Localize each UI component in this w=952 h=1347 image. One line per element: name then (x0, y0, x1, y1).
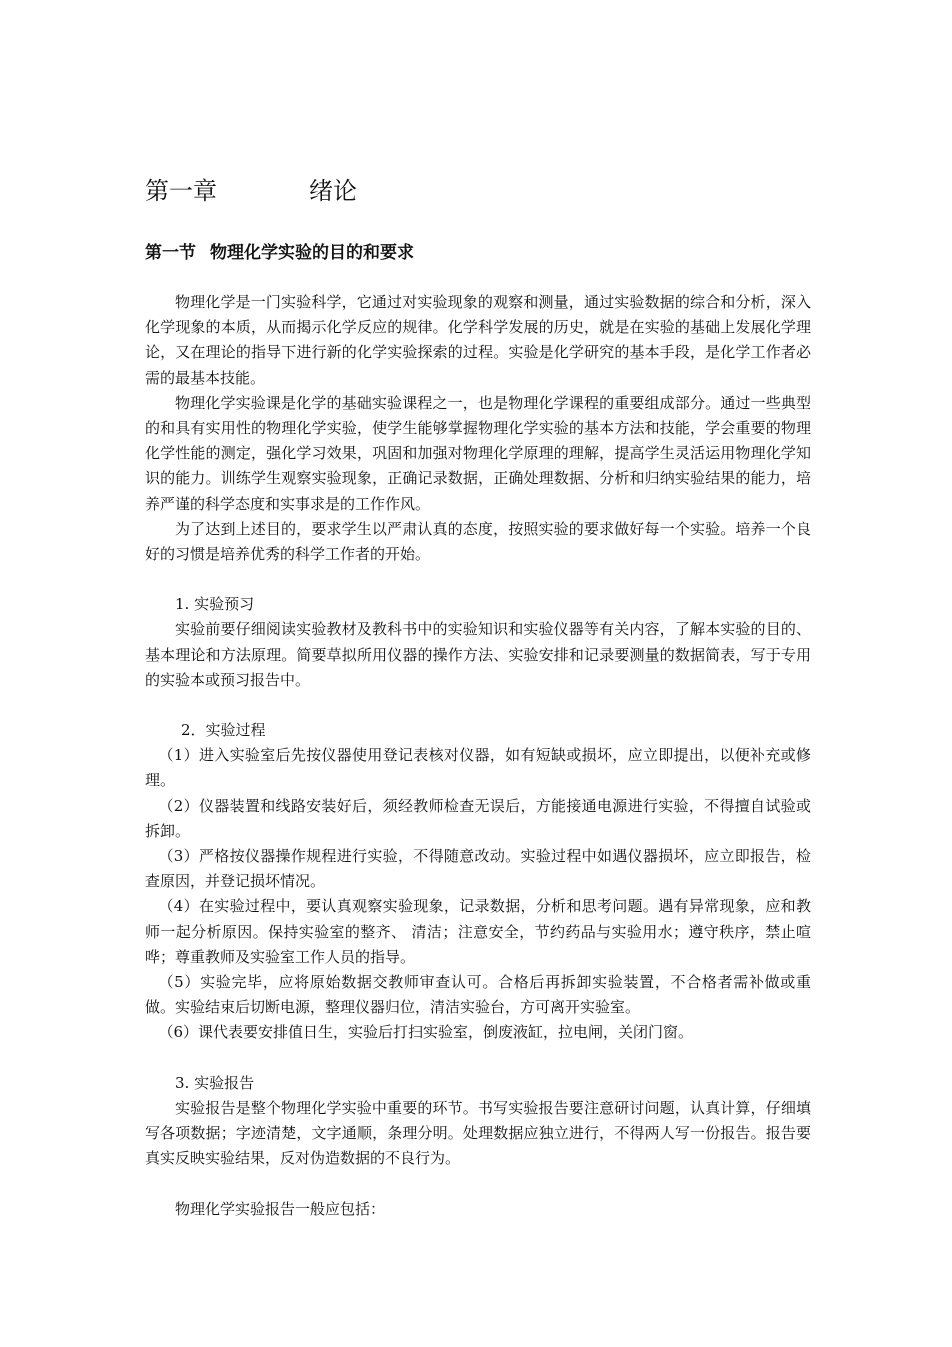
section-title: 物理化学实验的目的和要求 (210, 243, 414, 263)
chapter-name: 绪论 (309, 177, 357, 205)
chapter-label: 第一章 (145, 177, 217, 205)
chapter-heading (145, 174, 357, 208)
section-heading (145, 240, 414, 266)
process-item-2: （2）仪器装置和线路安装好后，须经教师检查无误后，方能接通电源进行实验，不得擅自试验或拆卸。 (145, 796, 811, 840)
process-item-3: （3）严格按仪器操作规程进行实验，不得随意改动。实验过程中如遇仪器损坏，应立即报告，检查原因，并登记损坏情况。 (145, 847, 811, 891)
spacer (145, 1046, 811, 1071)
intro-paragraph-1: 物理化学是一门实验科学，它通过对实验现象的观察和测量，通过实验数据的综合和分析，深入化学现象的本质，从而揭示化学反应的规律。化学科学发展的历史，就是在实验的基础上发展化学理论，又在理论的指导下进行新的化学实验探索的过程。实验是化学研究的基本手段，是化学工作者必需的最基本技能。 (145, 293, 811, 387)
spacer (145, 567, 811, 592)
intro-paragraph-3: 为了达到上述目的，要求学生以严肃认真的态度，按照实验的要求做好每一个实验。培养一个良好的习惯是培养优秀的科学工作者的开始。 (145, 519, 811, 564)
preview-heading: 1. 实验预习 (175, 595, 255, 614)
report-closing: 物理化学实验报告一般应包括： (175, 1199, 386, 1218)
spacer (145, 1172, 811, 1197)
document-body (145, 290, 811, 1222)
report-heading: 3. 实验报告 (175, 1073, 255, 1092)
spacer (145, 693, 811, 718)
intro-paragraph-2: 物理化学实验课是化学的基础实验课程之一，也是物理化学课程的重要组成部分。通过一些典型的和具有实用性的物理化学实验，使学生能够掌握物理化学实验的基本方法和技能，学会重要的物理化学性能的测定，强化学习效果，巩固和加强对物理化学原理的理解，提高学生灵活运用物理化学知识的能力。训练学生观察实验现象，正确记录数据，正确处理数据、分析和归纳实验结果的能力，培养严谨的科学态度和实事求是的工作作风。 (145, 393, 811, 513)
report-paragraph: 实验报告是整个物理化学实验中重要的环节。书写实验报告要注意研讨问题，认真计算，仔细填写各项数据；字迹清楚，文字通顺，条理分明。处理数据应独立进行，不得两人写一份报告。报告要真实反映实验结果，反对伪造数据的不良行为。 (145, 1098, 811, 1168)
preview-paragraph: 实验前要仔细阅读实验教材及教科书中的实验知识和实验仪器等有关内容，了解本实验的目的、基本理论和方法原理。简要草拟所用仪器的操作方法、实验安排和记录要测量的数据简表，写于专用的实验本或预习报告中。 (145, 620, 811, 689)
process-heading: 2．实验过程 (181, 721, 266, 740)
section-label: 第一节 (145, 243, 196, 263)
process-item-4: （4）在实验过程中，要认真观察实验现象，记录数据，分析和思考问题。遇有异常现象，应和教师一起分析原因。保持实验室的整齐、 清洁；注意安全，节约药品与实验用水；遵守秩序，禁止喧哗；尊重教师及实验室工作人员的指导。 (145, 897, 811, 966)
process-item-1: （1）进入实验室后先按仪器使用登记表核对仪器，如有短缺或损坏，应立即提出，以便补充或修理。 (145, 746, 811, 790)
process-item-5: （5）实验完毕，应将原始数据交教师审查认可。合格后再拆卸实验装置，不合格者需补做或重做。实验结束后切断电源，整理仪器归位，清洁实验台，方可离开实验室。 (145, 973, 811, 1017)
process-item-6: （6）课代表要安排值日生，实验后打扫实验室，倒废液缸，拉电闸，关闭门窗。 (158, 1023, 694, 1042)
